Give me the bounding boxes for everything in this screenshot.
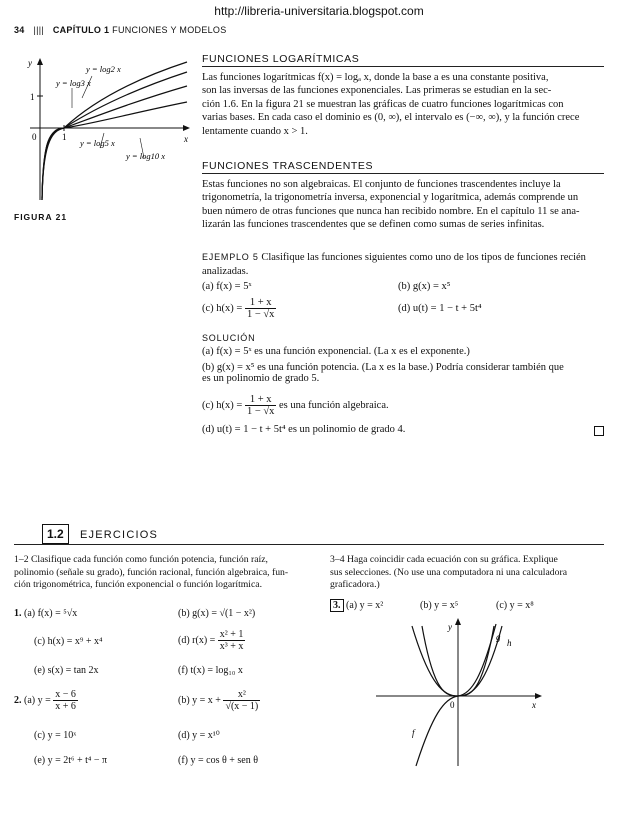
- fig-one-y: 1: [30, 92, 35, 102]
- label-log3: y = log3 x: [56, 78, 91, 88]
- example-intro: EJEMPLO 5 Clasifique las funciones siguientes como uno de los tipos de funciones recién: [202, 252, 586, 263]
- example-c: (c) h(x) = $\frac{1 + x}{1 - √x}$: [202, 297, 275, 320]
- exercise-1b: (b) g(x) = √(1 − x²): [178, 608, 256, 619]
- solution-b: (b) g(x) = x⁵ es una función potencia. (La x es la base.) Podría considerar también que es un polinomio de grado 5.: [202, 362, 564, 384]
- exercise-1e: (e) s(x) = tan 2x: [34, 665, 99, 676]
- solution-label: SOLUCIÓN: [202, 333, 256, 343]
- exercise-2e: (e) y = 2t⁶ + t⁴ − π: [34, 755, 108, 766]
- x-axis-arrow: [183, 125, 190, 131]
- exercise-intro-3-4: 3–4 Haga coincidir cada ecuación con su gráfica. Explique sus selecciones. (No use una computadora ni una calculadora graficadora.): [330, 554, 567, 591]
- section-title-trans: FUNCIONES TRASCENDENTES: [202, 160, 374, 172]
- curve-g: [412, 626, 502, 696]
- label-log10: y = log10 x: [126, 151, 166, 161]
- example-label: EJEMPLO 5: [202, 252, 259, 262]
- exercise-1f: (f) t(x) = log₁₀ x: [178, 665, 243, 676]
- exercise-section-title: EJERCICIOS: [80, 529, 159, 541]
- exercise-3b: (b) y = x⁵: [420, 600, 459, 611]
- figure-label: FIGURA 21: [14, 212, 68, 222]
- fig-axis-y: y: [28, 58, 32, 68]
- exercise-1a: 1. (a) f(x) = ⁵√x: [14, 608, 78, 619]
- example-d: (d) u(t) = 1 − t + 5t⁴: [398, 303, 482, 314]
- exercise-1d: (d) r(x) = $\frac{\text{x² + 1}}{\text{x³ + x}}$: [178, 629, 244, 652]
- example-b: (b) g(x) = x⁵: [398, 281, 451, 292]
- exercise-1c: (c) h(x) = x⁹ + x⁴: [34, 636, 103, 647]
- exercise-3-graph: [372, 616, 544, 768]
- example-intro-2: analizadas.: [202, 266, 249, 277]
- curve-f: [416, 624, 496, 766]
- exercise-2c: (c) y = 10ˣ: [34, 730, 77, 741]
- label-h: h: [507, 638, 512, 648]
- exercise-section-number: 1.2: [42, 524, 69, 544]
- exercise-2b: (b) y = x + $\frac{\text{x²}}{√(x - 1)}$: [178, 689, 259, 712]
- exercise-3a: 3. (a) y = x²: [330, 600, 383, 611]
- label-log5: y = log5 x: [80, 138, 115, 148]
- exercise-3c: (c) y = x⁸: [496, 600, 534, 611]
- graph-axis-y: y: [448, 622, 452, 632]
- running-header: [14, 25, 227, 35]
- end-of-proof-box: [594, 426, 604, 436]
- exercise-2d: (d) y = x¹⁰: [178, 730, 220, 741]
- section-title-log: FUNCIONES LOGARÍTMICAS: [202, 53, 360, 65]
- section-rule: [202, 66, 604, 67]
- exercise-2a: 2. (a) y = $\frac{x - 6}{x + 6}$: [14, 689, 76, 712]
- fig-axis-x: x: [184, 134, 188, 144]
- chapter-label: CAPÍTULO 1: [52, 25, 110, 35]
- fig-one-x: 1: [62, 132, 67, 142]
- page-number: 34: [14, 25, 25, 35]
- exercise-rule: [14, 544, 604, 545]
- paragraph-log: Las funciones logarítmicas f(x) = logₐ x, donde la base a es una constante positiva, son las inversas de las funciones exponenciales. Las primeras se estudian en la sec- ción 1.6. En la figura 21 se muestran las gráficas de cuatro funciones logarítmicas con varias bases. En cada caso el dominio es (0, ∞), el intervalo es (−∞, ∞), y la función crece lentamente cuando x > 1.: [202, 72, 580, 137]
- section-rule: [202, 173, 604, 174]
- solution-d: (d) u(t) = 1 − t + 5t⁴ es un polinomio de grado 4.: [202, 424, 406, 435]
- fig-origin: 0: [32, 132, 37, 142]
- header-bars: ||||: [33, 25, 44, 35]
- solution-c: (c) h(x) = $\frac{1 + x}{1 - √x}$ es una función algebraica.: [202, 394, 389, 417]
- y-axis-arrow: [455, 618, 461, 625]
- label-log2: y = log2 x: [86, 64, 121, 74]
- source-url: http://libreria-universitaria.blogspot.com: [214, 4, 424, 18]
- label-f: f: [412, 728, 415, 738]
- curve-log10: [42, 102, 187, 198]
- label-g: g: [496, 632, 501, 642]
- figure-21-graph: [22, 58, 194, 208]
- chapter-title: FUNCIONES Y MODELOS: [112, 25, 227, 35]
- graph-axis-x: x: [532, 700, 536, 710]
- y-axis-arrow: [37, 58, 43, 65]
- exercise-intro-1-2: 1–2 Clasifique cada función como función potencia, función raíz, polinomio (señale su grado), función racional, función algebraica, fun- ción trigonométrica, función exponencial o función logarítmica.: [14, 554, 289, 591]
- example-a: (a) f(x) = 5ˣ: [202, 281, 252, 292]
- graph-origin: 0: [450, 700, 455, 710]
- solution-a: (a) f(x) = 5ˣ es una función exponencial. (La x es el exponente.): [202, 346, 470, 357]
- exercise-2f: (f) y = cos θ + sen θ: [178, 755, 259, 766]
- x-axis-arrow: [535, 693, 542, 699]
- paragraph-trans: Estas funciones no son algebraicas. El conjunto de funciones trascendentes incluye la trigonometría, la trigonometría inversa, exponencial y logarítmica, además comprende un buen número de otras funciones que nunca han recibido nombre. En el capítulo 11 se ana- lizarán las funciones trascendentes que se definen como sumas de series infinitas.: [202, 179, 580, 231]
